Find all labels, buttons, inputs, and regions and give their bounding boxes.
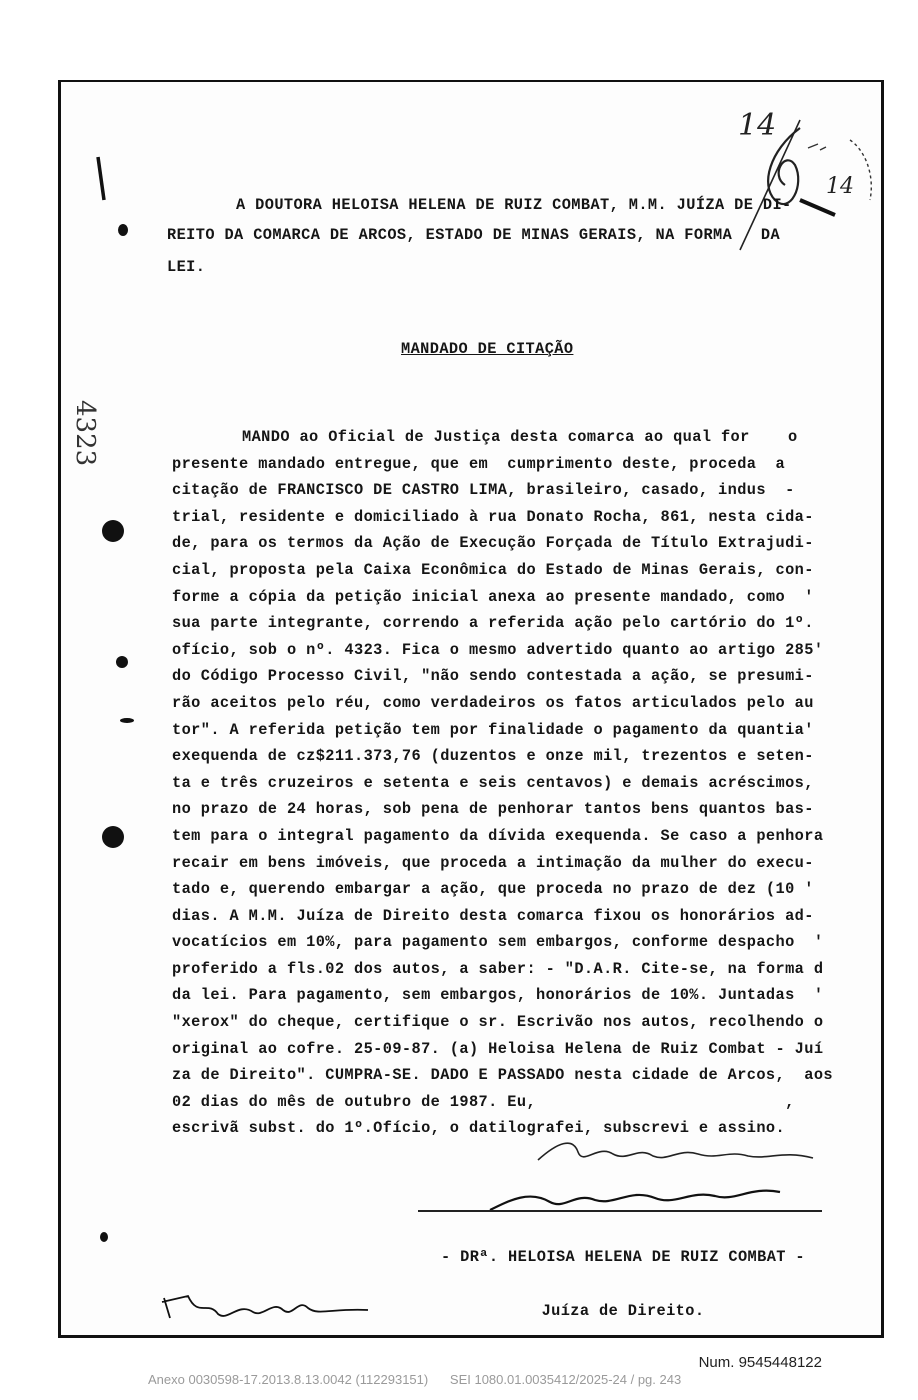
header-line-1: A DOUTORA HELOISA HELENA DE RUIZ COMBAT, M.M. JUÍZA DE DI- (236, 196, 792, 214)
body-line: za de Direito". CUMPRA-SE. DADO E PASSADO nesta cidade de Arcos, aos (172, 1066, 833, 1085)
body-line: presente mandado entregue, que em cumprimento deste, proceda a (172, 454, 786, 473)
body-line: rão aceitos pelo réu, como verdadeiros os fatos articulados pelo au (172, 693, 814, 712)
receiver-signature (158, 1288, 378, 1328)
body-line: escrivã subst. do 1º.Ofício, o datilografei, subscrevi e assino. (172, 1119, 786, 1138)
body-line: original ao cofre. 25-09-87. (a) Heloisa Helena de Ruiz Combat - Juí (172, 1039, 824, 1058)
body-line: tem para o integral pagamento da dívida exequenda. Se caso a penhora (172, 826, 824, 845)
margin-mark-1 (118, 224, 128, 236)
body-line: de, para os termos da Ação de Execução Forçada de Título Extrajudi- (172, 534, 814, 553)
body-line: citação de FRANCISCO DE CASTRO LIMA, brasileiro, casado, indus - (172, 481, 795, 500)
body-line: "xerox" do cheque, certifique o sr. Escrivão nos autos, recolhendo o (172, 1013, 824, 1032)
margin-mark-3 (120, 718, 134, 723)
body-line: proferido a fls.02 dos autos, a saber: - "D.A.R. Cite-se, na forma d (172, 959, 824, 978)
body-line: recair em bens imóveis, que proceda a intimação da mulher do execu- (172, 853, 814, 872)
document-id-number: Num. 9545448122 (698, 1354, 822, 1371)
body-line: forme a cópia da petição inicial anexa ao presente mandado, como ' (172, 587, 814, 606)
body-line: da lei. Para pagamento, sem embargos, honorários de 10%. Juntadas ' (172, 986, 824, 1005)
body-line: 02 dias do mês de outubro de 1987. Eu, , (172, 1092, 795, 1111)
body-line: dias. A M.M. Juíza de Direito desta comarca fixou os honorários ad- (172, 906, 814, 925)
judge-role: Juíza de Direito. (541, 1302, 705, 1320)
document-title: MANDADO DE CITAÇÃO (401, 340, 574, 358)
body-line: trial, residente e domiciliado à rua Donato Rocha, 861, nesta cida- (172, 507, 814, 526)
scribe-signature (528, 1132, 828, 1172)
body-line: no prazo de 24 horas, sob pena de penhorar tantos bens quantos bas- (172, 800, 814, 819)
annex-stamp: Anexo 0030598-17.2013.8.13.0042 (112293151) SEI 1080.01.0035412/2025-24 / pg. 243 (148, 1372, 682, 1387)
margin-mark-4 (100, 1232, 108, 1242)
body-line: MANDO ao Oficial de Justiça desta comarca ao qual for o (242, 428, 798, 446)
margin-mark-2 (116, 656, 128, 668)
header-line-2: REITO DA COMARCA DE ARCOS, ESTADO DE MINAS GERAIS, NA FORMA DA (167, 226, 781, 244)
corner-number-1: 14 (738, 108, 777, 143)
body-line: tor". A referida petição tem por finalidade o pagamento da quantia' (172, 720, 814, 739)
body-line: tado e, querendo embargar a ação, que proceda no prazo de dez (10 ' (172, 880, 814, 899)
body-line: exequenda de cz$211.373,76 (duzentos e onze mil, trezentos e seten- (172, 747, 814, 766)
body-line: cial, proposta pela Caixa Econômica do Estado de Minas Gerais, con- (172, 560, 814, 579)
judge-name: - DRª. HELOISA HELENA DE RUIZ COMBAT - (440, 1248, 806, 1266)
body-line: ofício, sob o nº. 4323. Fica o mesmo advertido quanto ao artigo 285' (172, 640, 824, 659)
corner-number-2: 14 (826, 174, 854, 199)
punch-hole-2 (102, 826, 124, 848)
document-header (167, 196, 792, 276)
judge-signature-block (418, 1212, 828, 1338)
body-line: sua parte integrante, correndo a referida ação pelo cartório do 1º. (172, 614, 814, 633)
margin-process-number: 4323 (70, 400, 100, 467)
body-line: ta e três cruzeiros e setenta e seis centavos) e demais acréscimos, (172, 773, 814, 792)
corner-scribble-mark (0, 0, 918, 300)
document-body (172, 424, 832, 1142)
body-line: do Código Processo Civil, "não sendo contestada a ação, se presumi- (172, 667, 814, 686)
punch-hole-1 (102, 520, 124, 542)
header-line-3: LEI. (167, 258, 206, 276)
body-line: vocatícios em 10%, para pagamento sem embargos, conforme despacho ' (172, 933, 824, 952)
margin-stroke (92, 155, 112, 205)
